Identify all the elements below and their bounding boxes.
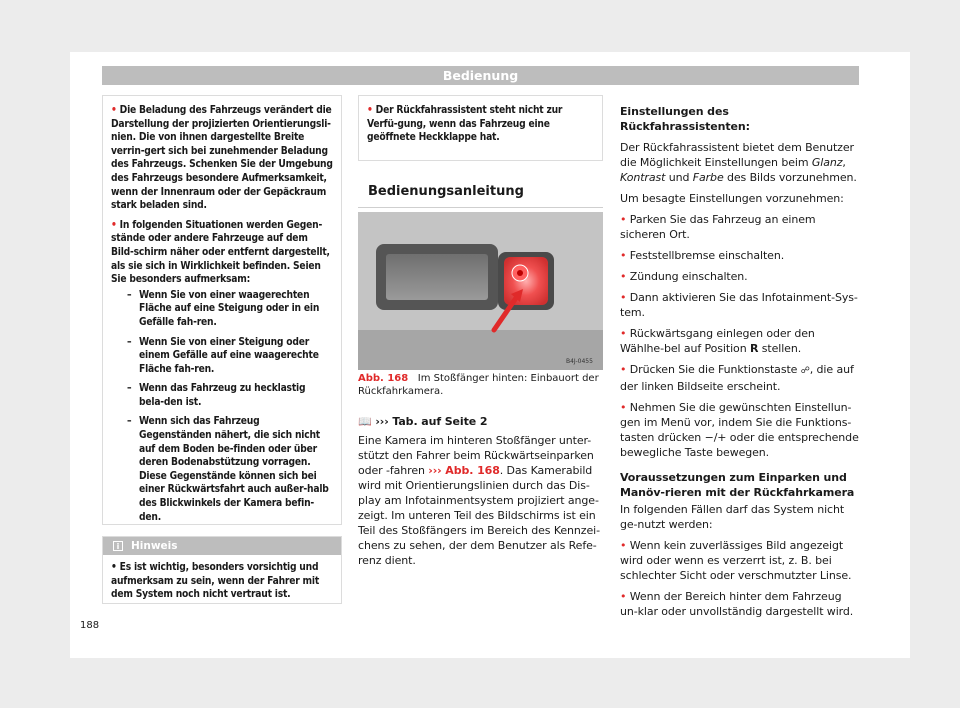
bullet-icon: • — [620, 270, 627, 283]
list-item: • Wenn kein zuverlässiges Bild angezeigt wird oder wenn es verzerrt ist, z. B. bei schlechter Sicht oder verschmutzter Linse. — [620, 539, 852, 582]
warning-subitem: – Wenn das Fahrzeug zu hecklastig bela-den ist. — [127, 383, 306, 408]
section-title: Bedienungsanleitung — [368, 184, 524, 199]
list-item: • Zündung einschalten. — [620, 270, 748, 283]
list-item: • Dann aktivieren Sie das Infotainment-Sys-tem. — [620, 291, 858, 319]
tab-reference[interactable]: 📖 ››› Tab. auf Seite 2 — [358, 415, 488, 428]
warning-box-mid — [358, 95, 603, 161]
book-icon: 📖 — [358, 415, 372, 428]
bullet-icon: • — [620, 401, 627, 414]
list-item: • Parken Sie das Fahrzeug an einem sicheren Ort. — [620, 213, 816, 241]
list-item: • Nehmen Sie die gewünschten Einstellun-gen im Menü vor, indem Sie die Funktions-tasten drücken −/+ oder die entsprechende bewegliche Taste bewegen. — [620, 401, 859, 459]
list-item: • Wenn der Bereich hinter dem Fahrzeug un-klar oder unvollständig dargestellt wird. — [620, 590, 854, 618]
bullet-icon: • — [620, 213, 627, 226]
paragraph: Der Rückfahrassistent bietet dem Benutzer die Möglichkeit Einstellungen beim Glanz, Kontrast und Farbe des Bilds vorzunehmen. — [620, 141, 857, 184]
info-icon: i — [113, 541, 123, 551]
figure-rear-camera — [358, 212, 603, 370]
warning-item: • Die Beladung des Fahrzeugs verändert die Darstellung der projizierten Orientierungsli-nien. Die von ihnen dargestellte Breite verrin-gert sich bei zunehmender Beladung des Fahrzeugs. Schenken Sie der Umgebung des Fahrzeugs besondere Aufmerksamkeit, wenn der Innenraum oder der Gepäckraum stark beladen sind. — [111, 105, 333, 212]
figure-caption: Abb. 168 Im Stoßfänger hinten: Einbauort der Rückfahrkamera. — [358, 373, 599, 397]
warning-item: • Der Rückfahrassistent steht nicht zur Verfü-gung, wenn das Fahrzeug eine geöffnete Heckklappe hat. — [367, 105, 563, 144]
list-item: • Rückwärtsgang einlegen oder den Wählhe-bel auf Position R stellen. — [620, 327, 815, 355]
bullet-icon: • — [620, 327, 627, 340]
warning-box — [102, 95, 342, 525]
paragraph: In folgenden Fällen darf das System nicht ge-nutzt werden: — [620, 503, 845, 531]
warning-subitem: – Wenn Sie von einer Steigung oder einem Gefälle auf eine waagerechte Fläche fah-ren. — [127, 336, 319, 375]
bullet-icon: • — [620, 363, 627, 376]
subheading: Voraussetzungen zum Einparken und Manöv-rieren mit der Rückfahrkamera — [620, 471, 855, 499]
subheading: Einstellungen des Rückfahrassistenten: — [620, 105, 750, 133]
license-plate — [386, 254, 488, 300]
list-item: • Drücken Sie die Funktionstaste ☍, die auf der linken Bildseite erscheint. — [620, 363, 854, 393]
warning-item: • In folgenden Situationen werden Gegen-stände oder andere Fahrzeuge auf dem Bild-schirm näher oder entfernt dargestellt, als sie sich in Wirklichkeit befinden. Seien Sie besonders aufmerksam: — [111, 219, 330, 286]
list-item: • Feststellbremse einschalten. — [620, 249, 785, 262]
figure-link[interactable]: ››› Abb. 168 — [428, 464, 500, 477]
section-divider — [358, 207, 603, 208]
bullet-icon: • — [620, 291, 627, 304]
hint-box — [102, 536, 342, 604]
warning-subitem: – Wenn Sie von einer waagerechten Fläche auf eine Steigung oder in ein Gefälle fah-ren. — [127, 289, 320, 328]
right-column — [620, 104, 860, 625]
bullet-icon: • — [620, 590, 627, 603]
hint-header: i Hinweis — [103, 537, 341, 555]
bullet-icon: • — [111, 562, 117, 573]
bullet-icon: • — [111, 105, 117, 116]
chapter-header: Bedienung — [102, 66, 859, 85]
mid-body-text: 📖 ››› Tab. auf Seite 2 Eine Kamera im hinteren Stoßfänger unter-stützt den Fahrer beim Rückwärtseinparken oder -fahren ››› Abb. 168. Das Kamerabild wird mit Orientierungslinien durch das Dis-play am Infotainmentsystem projiziert ange-zeigt. Im unteren Teil des Bildschirms ist ein Teil des Stoßfängers im Bereich des Kennzei-chens zu sehen, der dem Benutzer als Refe-renz dient. — [358, 414, 603, 568]
figure-code: B4J-0455 — [566, 358, 593, 365]
paragraph: Um besagte Einstellungen vorzunehmen: — [620, 192, 844, 205]
bullet-icon: • — [620, 539, 627, 552]
bullet-icon: • — [111, 219, 117, 231]
warning-subitem: – Wenn sich das Fahrzeug Gegenständen nähert, die sich nicht auf dem Boden be-finden oder über deren Bodenabstützung vorragen. Diese Gegenstände können sich bei einer Rückwärtsfahrt auch außer-halb des Blickwinkels der Kamera befin-den. — [127, 416, 329, 523]
page-number: 188 — [80, 620, 100, 631]
hint-text: • Es ist wichtig, besonders vorsichtig und aufmerksam zu sein, wenn der Fahrer mit dem System noch nicht vertraut ist. — [111, 562, 320, 601]
bullet-icon: • — [367, 105, 373, 116]
bullet-icon: • — [620, 249, 627, 262]
camera-highlight — [504, 257, 548, 305]
bumper-illustration — [358, 212, 603, 370]
camera-function-icon: ☍ — [800, 366, 810, 376]
